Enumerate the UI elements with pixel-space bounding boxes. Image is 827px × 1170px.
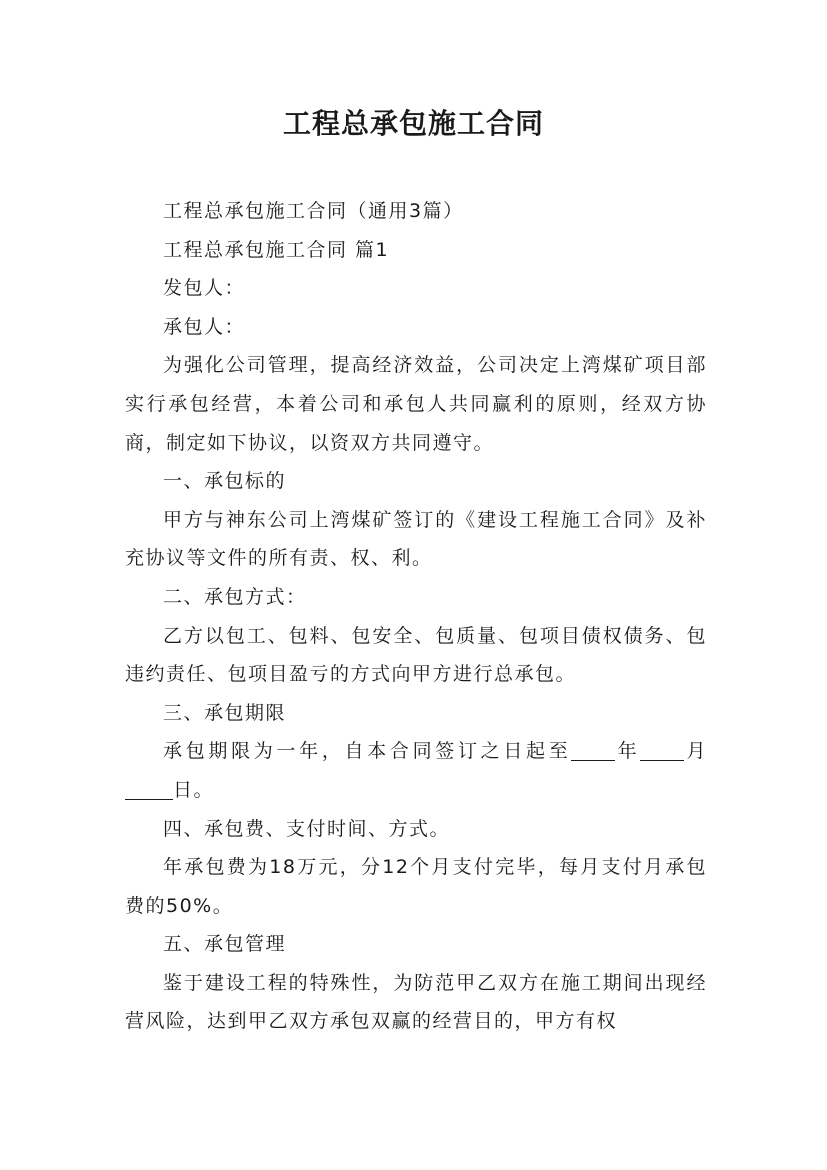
document-title: 工程总承包施工合同 [282, 107, 544, 140]
paragraph-part-heading: 工程总承包施工合同 篇1 [163, 238, 390, 261]
term-month-label: 月 [684, 740, 707, 763]
blank-year [571, 738, 615, 761]
paragraph-subtitle: 工程总承包施工合同（通用3篇） [163, 200, 464, 222]
section-heading-1: 一、承包标的 [163, 470, 287, 493]
term-text: 承包期限为一年，自本合同签订之日起至 [163, 740, 572, 763]
blank-month [640, 738, 684, 761]
paragraph-preamble: 为强化公司管理，提高经济效益，公司决定上湾煤矿项目部实行承包经营，本着公司和承包人共同赢利的原则，经双方协商，制定如下协议，以资双方共同遵守。 [125, 354, 707, 454]
paragraph-fee: 年承包费为18万元，分12个月支付完毕，每月支付月承包费的50%。 [125, 856, 707, 917]
term-day-label: 日。 [173, 778, 215, 801]
section-heading-4: 四、承包费、支付时间、方式。 [163, 817, 451, 840]
section-heading-3: 三、承包期限 [163, 701, 287, 724]
term-year-label: 年 [615, 740, 641, 763]
document-body [125, 192, 707, 1041]
paragraph-contractor: 承包人： [163, 315, 246, 338]
paragraph-management: 鉴于建设工程的特殊性，为防范甲乙双方在施工期间出现经营风险，达到甲乙双方承包双赢的经营目的，甲方有权 [125, 971, 707, 1033]
paragraph-method: 乙方以包工、包料、包安全、包质量、包项目债权债务、包违约责任、包项目盈亏的方式向甲方进行总承包。 [125, 624, 707, 686]
paragraph-subject: 甲方与神东公司上湾煤矿签订的《建设工程施工合同》及补充协议等文件的所有责、权、利。 [125, 508, 707, 570]
section-heading-2: 二、承包方式： [163, 585, 307, 608]
paragraph-term [125, 732, 707, 809]
blank-day [125, 777, 173, 800]
paragraph-employer: 发包人： [163, 277, 246, 300]
section-heading-5: 五、承包管理 [163, 933, 287, 956]
